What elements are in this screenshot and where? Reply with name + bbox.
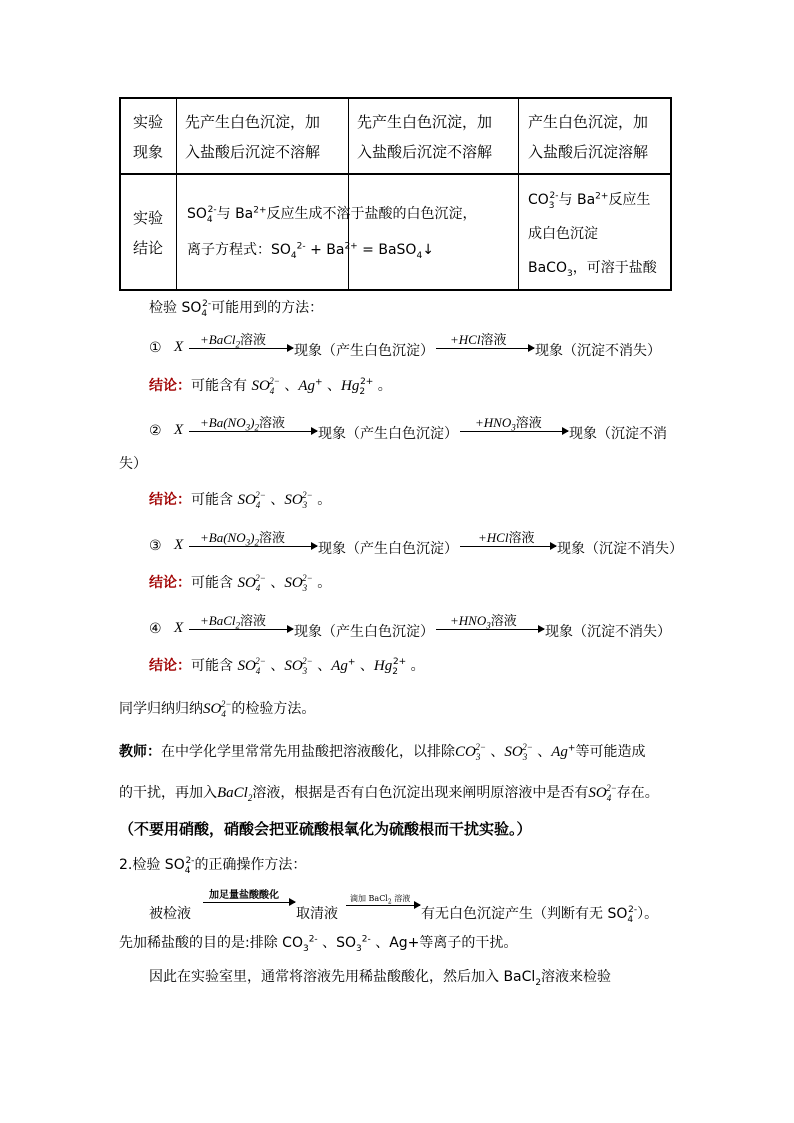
method-2-reagent1: $+Ba(NO_3)_2$溶液 (200, 415, 285, 433)
procedure-arrow2 (346, 905, 420, 906)
method-4-reagent2: $+HNO_3$溶液 (450, 613, 517, 631)
method-3-reagent1: $+Ba(NO_3)_2$溶液 (200, 530, 285, 548)
method-1-observation1: 现象（产生白色沉淀） (294, 343, 434, 359)
procedure-arrow1 (203, 902, 295, 903)
conclusion-4: 结论：可能含 $SO_4^{2-}$ 、$SO_3^{2-}$ 、Ag+ 、$Hg_2^{2+}$ 。 (149, 656, 425, 677)
method-4-x: X (174, 620, 184, 636)
method-2-observation2: 现象（沉淀不消 (569, 426, 667, 442)
teacher-line-1: 教师：在中学化学里常常先用盐酸把溶液酸化，以排除$CO_3^{2-}$ 、$SO_3^{2-}$ 、Ag+等可能造成 (119, 742, 646, 762)
results-table (119, 97, 672, 291)
method-3-observation2: 现象（沉淀不消失） (557, 541, 683, 557)
procedure-arrow2-label: 滴加 BaCl$_2$ 溶液 (350, 894, 411, 906)
purpose-line: 先加稀盐酸的目的是:排除 $CO_3^{2-}$ 、$SO_3^{2-}$ 、Ag+等离子的干扰。 (119, 934, 518, 954)
method-4-arrow1 (189, 629, 293, 630)
method-1-observation2: 现象（沉淀不消失） (535, 343, 661, 359)
method-4-reagent1: +BaCl$_2$溶液 (200, 613, 267, 631)
conclusion-1: 结论：可能含有 $SO_4^{2-}$ 、Ag+ 、$Hg_2^{2+}$ 。 (149, 376, 392, 397)
row1-cell3: 产生白色沉淀，加 入盐酸后沉淀溶解 (528, 113, 649, 161)
method-1-arrow2 (436, 348, 534, 349)
intro-line: 检验 $SO_4^{2-}$可能用到的方法： (149, 299, 324, 319)
procedure-mid: 取清液 (296, 906, 338, 922)
method-3-x: X (174, 537, 184, 553)
method-1-reagent2: +HCl溶液 (450, 332, 507, 348)
method-1-x: X (174, 339, 184, 355)
final-line: 因此在实验室里，通常将溶液先用稀盐酸酸化，然后加入 BaCl$_2$溶液来检验 (149, 969, 612, 988)
row2-cell3: $CO_3^{2-}$与 $Ba^{2+}$反应生 成白色沉淀 BaCO$_3$，可溶于盐酸 (528, 191, 657, 279)
method-2-observation1: 现象（产生白色沉淀） (318, 426, 458, 442)
procedure-end: 有无白色沉淀产生（判断有无 $SO_4^{2-}$）。 (421, 905, 659, 925)
summary-line: 同学归纳归纳$SO_4^{2-}$的检验方法。 (119, 699, 316, 719)
method-4-observation2: 现象（沉淀不消失） (545, 624, 671, 640)
procedure-arrow1-label: 加足量盐酸酸化 (209, 890, 279, 901)
method-3-arrow1 (189, 546, 317, 547)
method-2-number: ② (149, 423, 162, 439)
method-4-observation1: 现象（产生白色沉淀） (294, 624, 434, 640)
nitric-acid-note: （不要用硝酸，硝酸会把亚硫酸根氧化为硫酸根而干扰实验。） (119, 820, 532, 838)
method-2-arrow1 (189, 431, 317, 432)
method-2-reagent2: $+HNO_3$溶液 (475, 415, 542, 433)
row2-header: 实验 结论 (133, 209, 164, 257)
method-3-observation1: 现象（产生白色沉淀） (318, 541, 458, 557)
method-3-reagent2: +HCl溶液 (478, 530, 535, 546)
method-4-arrow2 (436, 629, 544, 630)
row1-cell1: 先产生白色沉淀，加 入盐酸后沉淀不溶解 (185, 113, 321, 161)
method-2-arrow2 (460, 431, 568, 432)
conclusion-3: 结论：可能含 $SO_4^{2-}$ 、$SO_3^{2-}$ 。 (149, 573, 332, 593)
method-1-reagent1: +BaCl$_2$溶液 (200, 332, 267, 350)
row1-cell2: 先产生白色沉淀，加 入盐酸后沉淀不溶解 (357, 113, 493, 161)
method-1-arrow1 (189, 348, 293, 349)
section-2-heading: 2.检验 $SO_4^{2-}$的正确操作方法： (119, 856, 307, 876)
procedure-start: 被检液 (149, 906, 191, 922)
row1-header: 实验 现象 (133, 113, 164, 161)
method-2-x: X (174, 422, 184, 438)
teacher-line-2: 的干扰，再加入BaCl$_2$溶液，根据是否有白色沉淀出现来阐明原溶液中是否有$SO_4^{2-}$存在。 (119, 783, 659, 803)
row2-conclusion: $SO_4^{2-}$与 $Ba^{2+}$反应生成不溶于盐酸的白色沉淀， 离子方程式：$SO_4^{2-} + Ba^{2+}$ = BaSO$_4$↓ (187, 205, 477, 261)
conclusion-2: 结论：可能含 $SO_4^{2-}$ 、$SO_3^{2-}$ 。 (149, 490, 332, 510)
method-2-observation2-wrap: 失） (119, 456, 147, 472)
method-3-number: ③ (149, 538, 162, 554)
method-3-arrow2 (460, 546, 556, 547)
method-4-number: ④ (149, 621, 162, 637)
method-1-number: ① (149, 340, 162, 356)
